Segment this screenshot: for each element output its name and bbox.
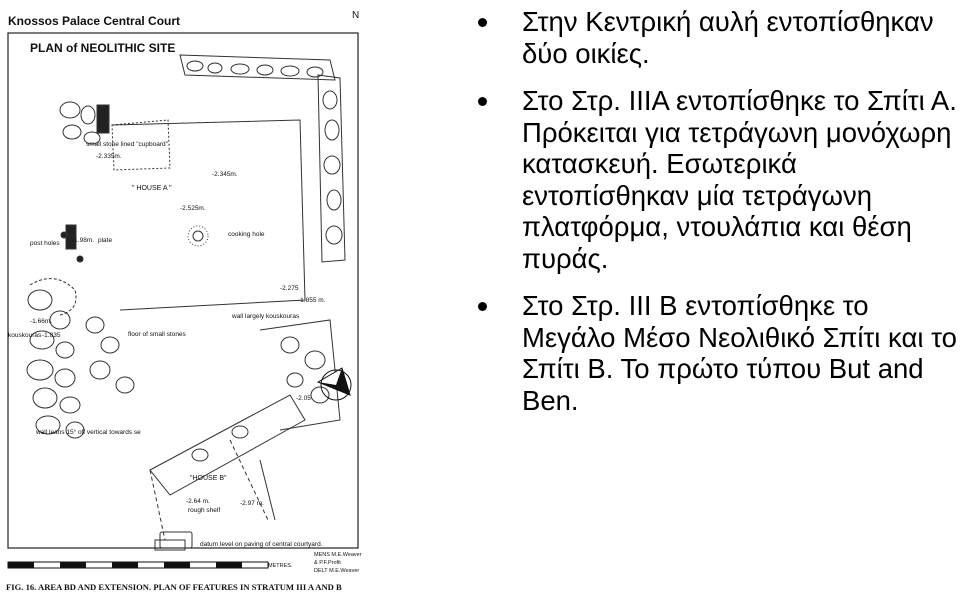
right-wall (318, 75, 345, 262)
bullet-list (478, 6, 958, 432)
label-depth-11: -2.97 m. (240, 500, 264, 507)
bullet-dot (478, 97, 487, 106)
label-depth-9: -2.05 (296, 395, 311, 402)
north-mark: N (352, 10, 360, 21)
label-depth-3: -2.525m. (180, 205, 206, 212)
bullet-text: Στο Στρ. ΙΙΙ Β εντοπίσθηκε το Μεγάλο Μέσο Νεολιθικό Σπίτι και το Σπίτι Β. Το πρώτο τύπου But and Ben. (522, 290, 957, 416)
bullet-text: Στο Στρ. ΙΙΙΑ εντοπίσθηκε το Σπίτι Α. Πρόκειται για τετράγωνη μονόχωρη κατασκευή. Εσωτερικά εντοπίσθηκαν μία τετράγωνη πλατφόρμα, ντουλάπια και θέση πυράς. (522, 85, 957, 274)
bullet-text: Στην Κεντρική αυλή εντοπίσθηκαν δύο οικίες. (522, 6, 934, 69)
bullet-item (478, 6, 958, 69)
plan-header: Knossos Palace Central Court (8, 14, 181, 28)
plan-title: PLAN of NEOLITHIC SITE (30, 41, 176, 55)
label-delt: DELT M.E.Weaver (314, 568, 360, 574)
label-house-b: "HOUSE B" (190, 475, 227, 482)
label-depth-2: -2.345m. (212, 171, 238, 178)
label-post-holes: post holes (30, 240, 60, 247)
bullet-item (478, 290, 958, 416)
label-floor: floor of small stones (128, 331, 186, 338)
label-wall-kouskouras: wall largely kouskouras (232, 313, 300, 320)
figure-caption: FIG. 16. AREA BD AND EXTENSION. PLAN OF FEATURES IN STRATUM III A AND B (6, 582, 342, 592)
label-mens2: & P.F.Profit (314, 560, 341, 566)
label-rough-shelf: rough shelf (188, 507, 221, 514)
label-kouskouras: kouskouras (8, 332, 42, 339)
site-plan-figure (0, 0, 370, 597)
label-wall-lean: wall leans 15° off vertical towards se (36, 429, 141, 436)
label-depth-1: -2.335m. (96, 153, 122, 160)
label-depth-7: -1.66m. (30, 318, 53, 325)
label-depth-4: -1.98m. (72, 237, 95, 244)
house-a-room (61, 120, 305, 310)
label-datum: datum level on paving of central courtyard. (200, 541, 323, 548)
bullet-item (478, 85, 958, 274)
label-depth-6: -1.855 m. (298, 297, 326, 304)
label-cupboard: small stone lined "cupboard" (86, 141, 168, 148)
label-cooking-hole: cooking hole (228, 231, 265, 238)
bullet-dot (478, 18, 487, 27)
label-plate: plate (98, 237, 113, 244)
bullet-dot (478, 302, 487, 311)
label-house-a: " HOUSE A " (132, 185, 172, 192)
house-b-walls (150, 320, 340, 550)
top-wall (180, 55, 335, 80)
label-mens1: MENS M.E.Weaver (314, 552, 362, 558)
label-metres: METRES. (268, 563, 293, 569)
label-depth-10: -2.64 m. (186, 498, 210, 505)
label-depth-8: -1.835 (42, 332, 61, 339)
compass-arrow (318, 368, 351, 400)
scale-bar (8, 562, 268, 568)
label-depth-5: -2.275 (280, 285, 299, 292)
